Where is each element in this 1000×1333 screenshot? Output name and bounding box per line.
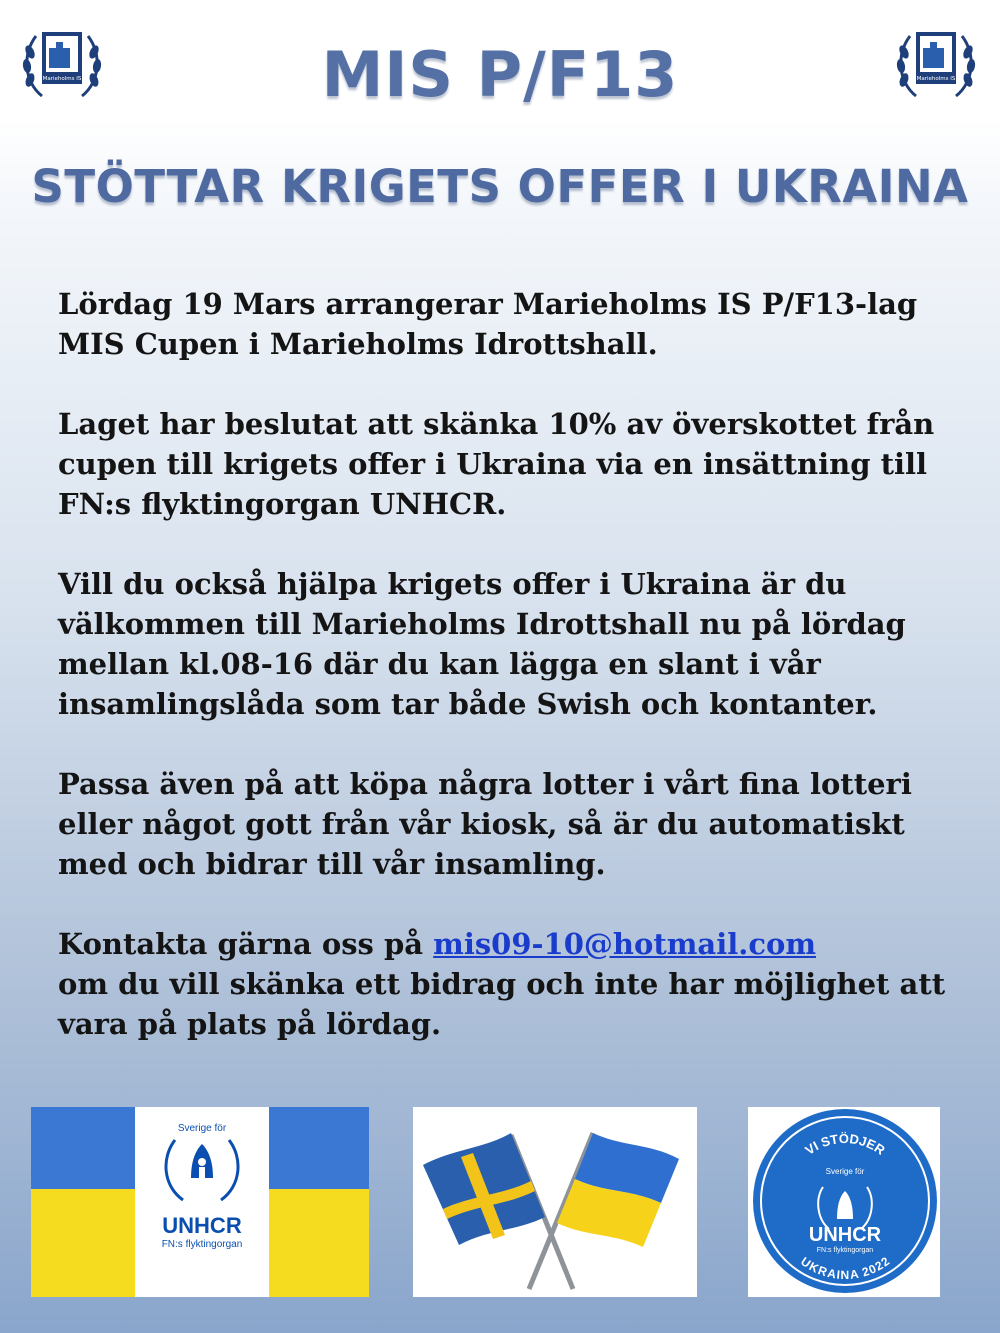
paragraph-invite: Vill du också hjälpa krigets offer i Ukraina är du välkommen till Marieholms Idrottshall nu på lördag mellan kl.08-16 där du kan lägga en slant i vår insamlingslåda som tar både Swish och kontanter. (58, 567, 906, 721)
contact-suffix: om du vill skänka ett bidrag och inte har möjlighet att vara på plats på lördag. (58, 967, 946, 1041)
paragraph-event: Lördag 19 Mars arrangerar Marieholms IS P/F13-lag MIS Cupen i Marieholms Idrottshall. (58, 287, 918, 361)
crossed-flags-icon (413, 1107, 697, 1297)
unhcr-card-sub-text: FN:s flyktingorgan (161, 1239, 243, 1250)
paragraph-lottery: Passa även på att köpa några lotter i vårt fina lotteri eller något gott från vår kiosk, så är du automatiskt med och bidrar till vår insamling. (58, 767, 912, 881)
unhcr-card-name: UNHCR (162, 1213, 242, 1238)
announcement-body (58, 284, 958, 1084)
svg-text:VI STÖDJER (802, 1131, 888, 1158)
crossed-flags-image (413, 1107, 697, 1297)
paragraph-contact (58, 924, 958, 1044)
badge-sub-text: FN:s flyktingorgan (816, 1247, 874, 1254)
unhcr-card-top-text: Sverige för (177, 1123, 227, 1134)
badge-ring-text-icon (753, 1109, 937, 1293)
vi-stodjer-badge-image (748, 1107, 940, 1297)
badge-bottom-ring-text: UKRAINA 2022 (798, 1254, 893, 1283)
svg-text:Marieholms IS: Marieholms IS (42, 76, 82, 82)
paragraph-donation: Laget har beslutat att skänka 10% av överskottet från cupen till krigets offer i Ukraina via en insättning till FN:s flyktingorgan UNHCR. (58, 407, 935, 521)
badge-name: UNHCR (808, 1224, 882, 1246)
svg-text:Marieholms IS: Marieholms IS (916, 76, 956, 82)
page-subtitle: STÖTTAR KRIGETS OFFER I UKRAINA (31, 160, 969, 213)
contact-prefix: Kontakta gärna oss på (58, 927, 434, 961)
badge-small-text: Sverige för (825, 1167, 865, 1176)
email-link[interactable]: mis09-10@hotmail.com (433, 927, 817, 961)
ukraine-flag-unhcr-image (31, 1107, 369, 1297)
vi-stodjer-badge (753, 1109, 937, 1293)
unhcr-card (135, 1107, 269, 1297)
unhcr-emblem-icon (157, 1134, 247, 1204)
page-title: MIS P/F13 (321, 38, 679, 111)
badge-top-ring-text: VI STÖDJER (802, 1130, 888, 1158)
